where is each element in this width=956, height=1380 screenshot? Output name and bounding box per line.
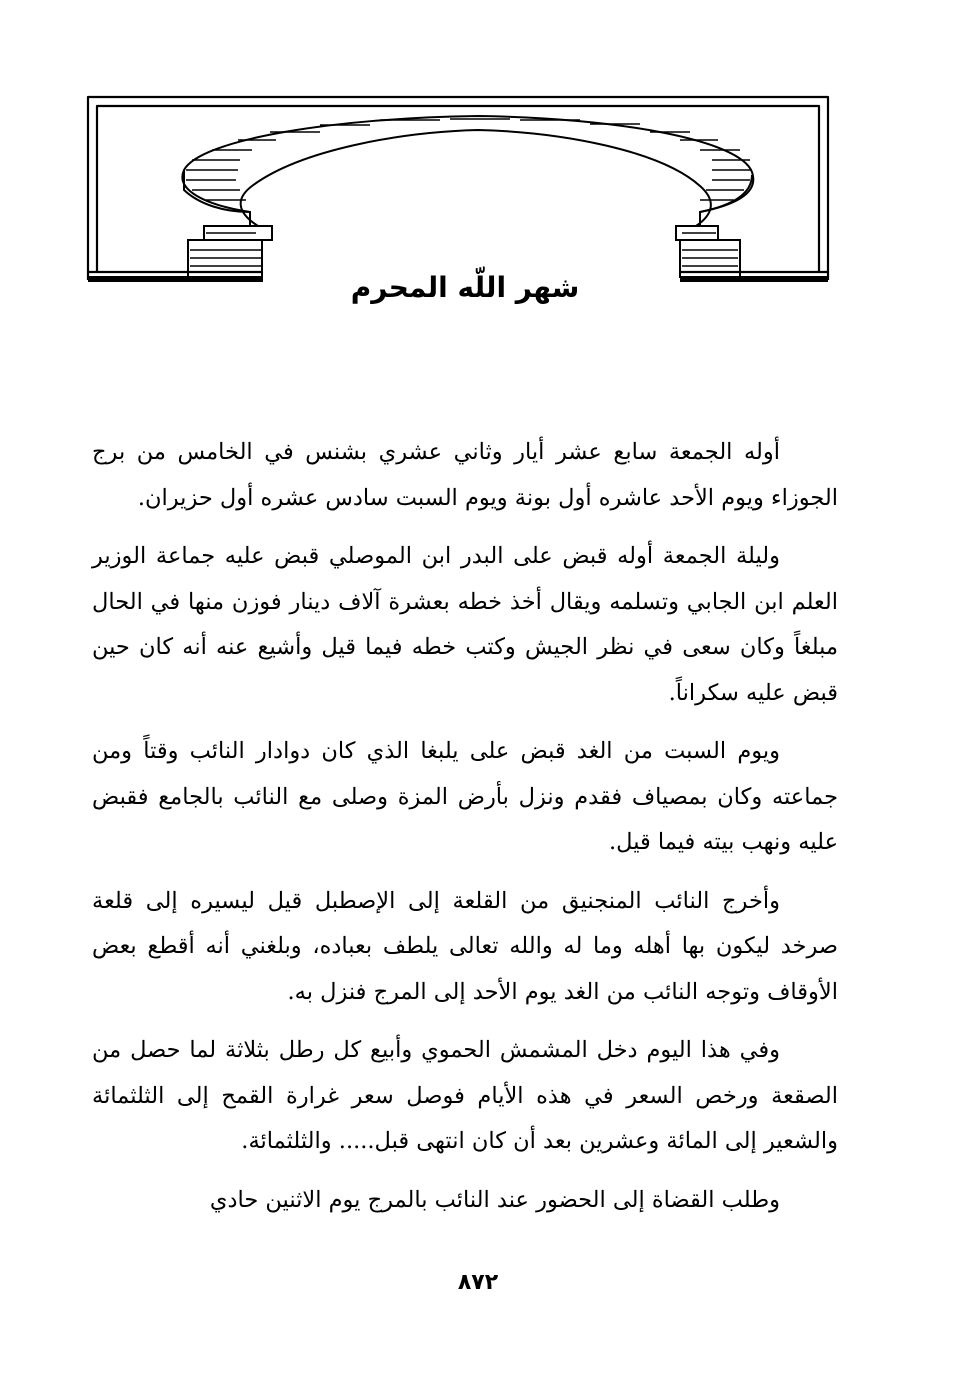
paragraph: وأخرج النائب المنجنيق من القلعة إلى الإصطبل قيل ليسيره إلى قلعة صرخد ليكون بها أهله وما له والله تعالى يلطف بعباده، وبلغني أنه أقطع بعض الأوقاف وتوجه النائب من الغد يوم الأحد إلى المرج فنزل به. <box>92 887 838 1005</box>
chapter-header-ornament <box>0 0 956 310</box>
paragraph: وفي هذا اليوم دخل المشمش الحموي وأبيع كل رطل بثلاثة لما حصل من الصقعة ورخص السعر في هذه الأيام فوصل سعر غرارة القمح إلى الثلثمائة والشعير إلى المائة وعشرين بعد أن كان انتهى قبل..... والثلثمائة. <box>92 1037 838 1154</box>
body-text <box>92 430 838 1236</box>
paragraph: وليلة الجمعة أوله قبض على البدر ابن الموصلي قبض عليه جماعة الوزير العلم ابن الجابي وتسلمه ويقال أخذ خطه بعشرة آلاف دينار فوزن منها في الحال مبلغاً وكان سعى في نظر الجيش وكتب خطه فيما قيل وأشيع عنه أنه كان حين قبض عليه سكراناً. <box>92 543 838 706</box>
paragraph: ويوم السبت من الغد قبض على يلبغا الذي كان دوادار النائب وقتاً ومن جماعته وكان بمصياف فقدم ونزل بأرض المزة وصلى مع النائب بالجامع فقبض عليه ونهب بيته فيما قيل. <box>92 738 838 855</box>
paragraph: أوله الجمعة سابع عشر أيار وثاني عشري بشنس في الخامس من برج الجوزاء ويوم الأحد عاشره أول بونة ويوم السبت سادس عشره أول حزيران. <box>92 439 838 511</box>
paragraph: وطلب القضاة إلى الحضور عند النائب بالمرج يوم الاثنين حادي <box>209 1186 780 1213</box>
page-number: ٨٧٢ <box>457 1270 499 1295</box>
chapter-title: شهر اللّه المحرم <box>350 271 580 304</box>
